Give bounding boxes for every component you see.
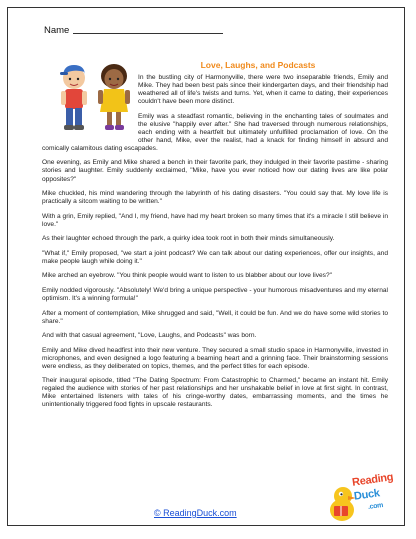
- story-paragraph: "What if," Emily proposed, "we start a joint podcast? We can talk about our dating experiences, offer our insights, and make people laugh while doing it.": [42, 249, 388, 265]
- name-field-row: [44, 25, 223, 36]
- story-paragraph: After a moment of contemplation, Mike shrugged and said, "Well, it could be fun. And we do have some wild stories to share.": [42, 309, 388, 325]
- story-paragraph: Mike arched an eyebrow. "You think people would want to listen to us blabber about our love lives?": [42, 272, 332, 280]
- worksheet-page: [7, 7, 405, 526]
- story-paragraph: One evening, as Emily and Mike shared a bench in their favorite park, they indulged in their favorite pastime - sharing stories and laughter. Emily suddenly exclaimed, "Mike, have you ever noticed how our dating lives are like polar opposites?": [42, 159, 388, 183]
- story-paragraph: As their laughter echoed through the park, a quirky idea took root in both their minds simultaneously.: [42, 235, 335, 243]
- story-body: [42, 74, 388, 416]
- story-title: Love, Laughs, and Podcasts: [200, 60, 316, 70]
- illustration-spacer: [42, 74, 138, 138]
- readingduck-logo[interactable]: [328, 470, 400, 526]
- story-paragraph: Their inaugural episode, titled "The Dating Spectrum: From Catastrophic to Charmed," became an instant hit. Emily regaled the audience with stories of her past relationships and her unshakable belief in love at first sight. In contrast, Mike entertained listeners with tales of his cringe-worthy dates, embarrassing moments, and the times he unintentionally triggered food fights in upscale restaurants.: [42, 377, 388, 409]
- story-paragraph: Emily and Mike dived headfirst into their new venture. They secured a small studio space in Harmonyville, invested in microphones, and even designed a logo featuring a beaming heart and a grinning face. Their brainstorming sessions were endless, as they deliberated on topics, themes, and the perfect titles for each episode.: [42, 346, 388, 370]
- story-paragraph: Emily was a steadfast romantic, believing in the enchanting tales of soulmates and the elusive "happily ever after." She had traversed through numerous relationships, each ending with a heartfelt but ultimately unfulfilled proclamation of love. On the other hand, Mike, ever the realist, had a knack for finding himself in absurd and comically calamitous dating escapades.: [42, 112, 388, 152]
- logo-text-com: .com: [367, 501, 384, 512]
- story-paragraph: And with that casual agreement, "Love, Laughs, and Podcasts" was born.: [42, 332, 257, 340]
- readingduck-footer-link[interactable]: © ReadingDuck.com: [154, 508, 237, 518]
- story-paragraph: Emily nodded vigorously. "Absolutely! We'd bring a unique perspective - your humorous misadventures and my eternal optimism. It's a winning formula!": [42, 286, 388, 302]
- story-paragraph: Mike chuckled, his mind wandering through the labyrinth of his dating disasters. "You could say that. My love life is practically a sitcom waiting to be written.": [42, 190, 388, 206]
- logo-text-reading: Reading: [351, 471, 394, 489]
- name-write-line: [73, 32, 223, 34]
- logo-text-duck: Duck: [353, 487, 381, 503]
- story-paragraph: With a grin, Emily replied, "And I, my friend, have had my heart broken so many times that it's a miracle I still believe in love.": [42, 212, 388, 228]
- name-label: Name: [44, 25, 70, 36]
- story-paragraph: In the bustling city of Harmonyville, there were two inseparable friends, Emily and Mike. They had been best pals since their kindergarten days, and their friendship had weathered all of life's twists and turns. Yet, when it came to dating, their experiences couldn't have been more distinct.: [138, 74, 388, 106]
